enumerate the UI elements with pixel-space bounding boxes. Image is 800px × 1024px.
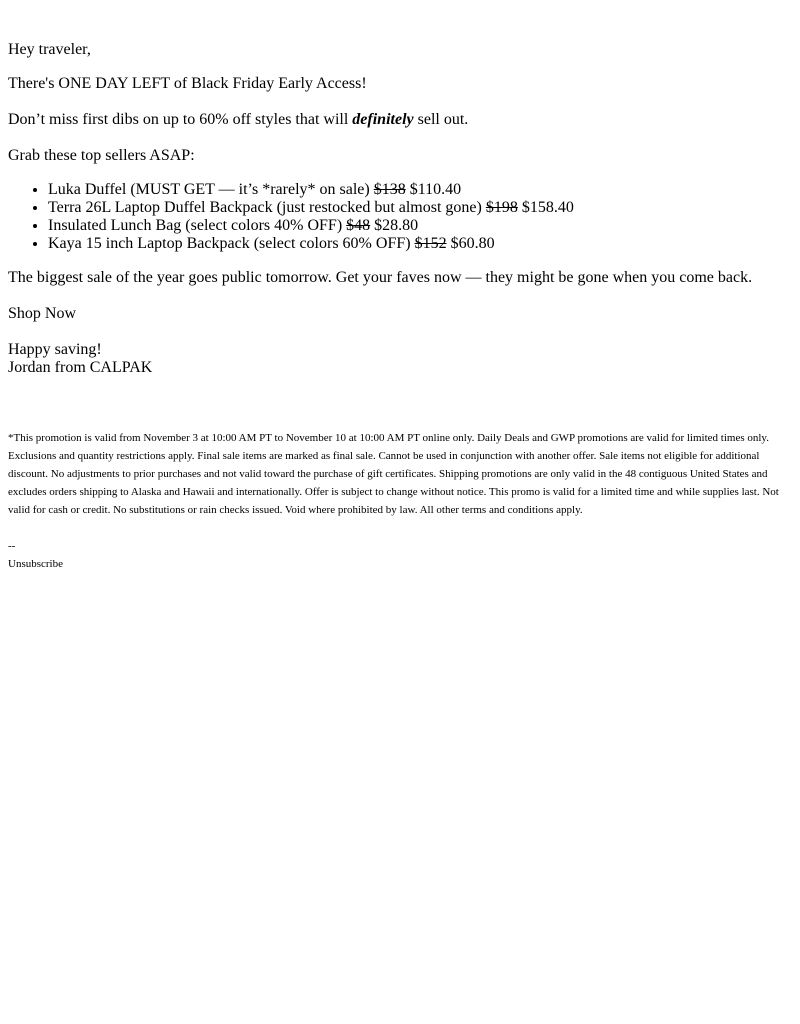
product-list xyxy=(8,181,792,253)
new-price: $110.40 xyxy=(409,181,462,198)
product-name: Kaya 15 inch Laptop Backpack (select colors 60% OFF) xyxy=(48,235,411,252)
product-name: Insulated Lunch Bag (select colors 40% OFF) xyxy=(48,217,343,234)
spacer xyxy=(8,377,792,429)
signature: Jordan from CALPAK xyxy=(8,359,153,376)
greeting: Hey traveler, xyxy=(8,41,91,58)
old-price: $138 xyxy=(373,181,406,198)
new-price: $28.80 xyxy=(374,217,419,234)
intro-text: There's ONE DAY LEFT of Black Friday Early Access! xyxy=(8,75,367,92)
old-price: $48 xyxy=(346,217,371,234)
grab-text: Grab these top sellers ASAP: xyxy=(8,147,195,164)
product-item xyxy=(48,235,792,253)
dibs-text xyxy=(8,111,792,129)
product-name: Luka Duffel (MUST GET — it’s *rarely* on sale) xyxy=(48,181,370,198)
dibs-after: sell out. xyxy=(413,111,469,128)
old-price: $198 xyxy=(485,199,518,216)
email-body xyxy=(8,41,792,573)
product-item xyxy=(48,217,792,235)
shop-now-link[interactable]: Shop Now xyxy=(8,305,77,322)
product-item xyxy=(48,199,792,217)
unsubscribe-link[interactable]: Unsubscribe xyxy=(8,558,63,570)
new-price: $158.40 xyxy=(521,199,574,216)
separator: -- xyxy=(8,540,16,552)
old-price: $152 xyxy=(414,235,447,252)
new-price: $60.80 xyxy=(450,235,495,252)
dibs-emphasis: definitely xyxy=(352,111,414,128)
dibs-before: Don’t miss first dibs on up to 60% off styles that will xyxy=(8,111,353,128)
product-name: Terra 26L Laptop Duffel Backpack (just restocked but almost gone) xyxy=(48,199,482,216)
product-item xyxy=(48,181,792,199)
closing-text: The biggest sale of the year goes public tomorrow. Get your faves now — they might be gone when you come back. xyxy=(8,269,753,286)
fine-print: *This promotion is valid from November 3 at 10:00 AM PT to November 10 at 10:00 AM PT online only. Daily Deals and GWP promotions are valid for limited times only. Exclusions and quantity restrictions apply. Final sale items are marked as final sale. Cannot be used in conjunction with another offer. Sale items not eligible for additional discount. No adjustments to prior purchases and not valid toward the purchase of gift certificates. Shipping promotions are only valid in the 48 contiguous United States and excludes orders shipping to Alaska and Hawaii and internationally. Offer is subject to change without notice. This promo is valid for a limited time and while supplies last. Not valid for cash or credit. No substitutions or rain checks issued. Void where prohibited by law. All other terms and conditions apply. xyxy=(8,432,779,516)
signoff: Happy saving! xyxy=(8,341,102,358)
